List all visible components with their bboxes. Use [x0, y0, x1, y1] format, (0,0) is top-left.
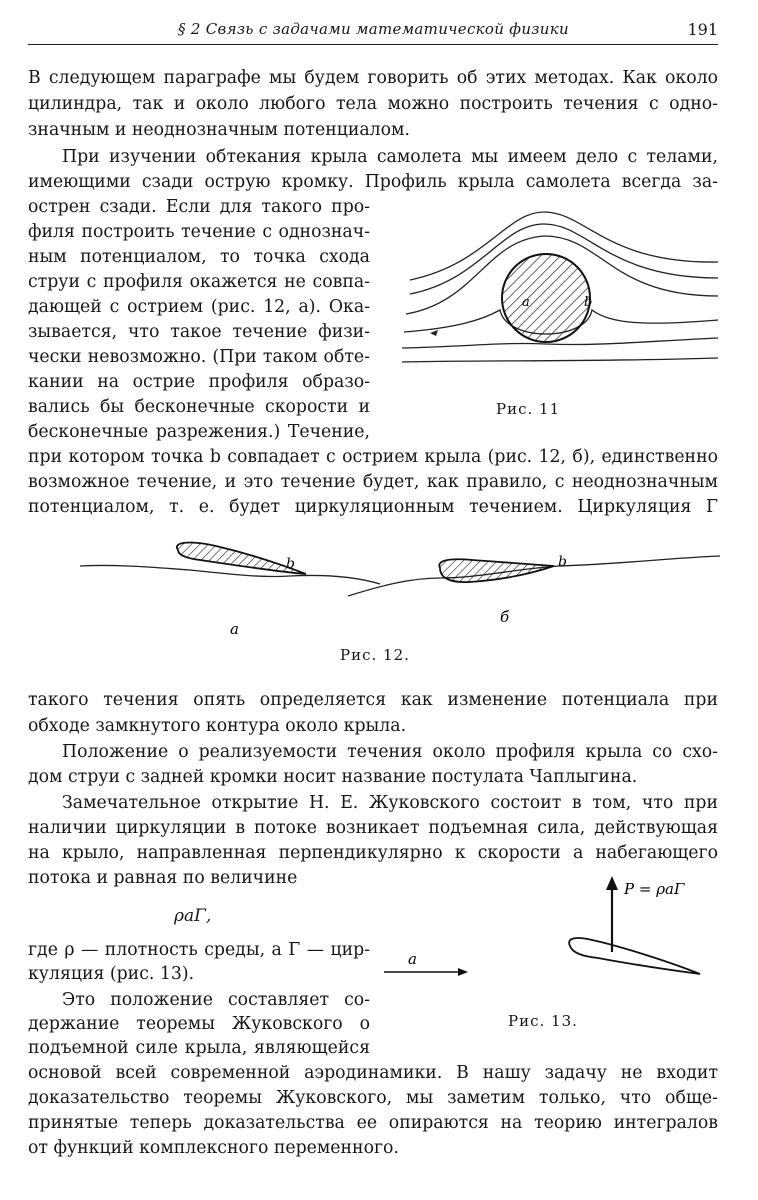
text-line: кании на острие профиля образо-: [28, 372, 370, 392]
text-line: бесконечные разрежения.) Течение,: [28, 422, 370, 442]
text-line: потенциалом, т. е. будет циркуляционным течением. Циркуляция Γ: [28, 497, 718, 517]
formula-lift-force: ρaΓ,: [174, 906, 212, 926]
page-number: 191: [687, 20, 718, 39]
figure-11-cylinder-flow: [396, 202, 720, 382]
text-line: при котором точка b совпадает с острием крыла (рис. 12, б), единственно: [28, 447, 718, 467]
text-line: возможное течение, и это течение будет, как правило, с неоднозначным: [28, 472, 718, 492]
fig12-label-b: б: [500, 608, 510, 626]
text-line: острен сзади. Если для такого про-: [28, 197, 370, 217]
text-line: зывается, что такое течение физи-: [28, 322, 370, 342]
figure-13-caption: Рис. 13.: [508, 1012, 578, 1030]
text-line: ным потенциалом, то точка схода: [28, 247, 370, 267]
text-line: цилиндра, так и около любого тела можно построить течения с одно-: [28, 94, 718, 114]
text-line: вались бы бесконечные скорости и: [28, 397, 370, 417]
text-line: чески невозможно. (При таком обте-: [28, 347, 370, 367]
text-line: филя построить течение с однознач-: [28, 222, 370, 242]
text-line: принятые теперь доказательства ее опираются на теорию интегралов: [28, 1113, 718, 1133]
text-line: значным и неоднозначным потенциалом.: [28, 120, 410, 140]
text-line: на крыло, направленная перпендикулярно к скорости a набегающего: [28, 843, 718, 863]
lift-arrow-icon: [606, 876, 618, 890]
text-line: доказательство теоремы Жуковского, мы заметим только, что обще-: [28, 1088, 718, 1108]
text-line: куляция (рис. 13).: [28, 964, 195, 984]
text-line: такого течения опять определяется как изменение потенциала при: [28, 690, 718, 710]
text-line: При изучении обтекания крыла самолета мы имеем дело с телами,: [62, 147, 718, 167]
text-line: В следующем параграфе мы будем говорить об этих методах. Как около: [28, 68, 718, 88]
text-line: потока и равная по величине: [28, 868, 298, 888]
header-title: § 2 Связь с задачами математической физики: [178, 20, 569, 38]
text-line: наличии циркуляции в потоке возникает подъемная сила, действующая: [28, 818, 718, 838]
fig12-point-b-left: b: [286, 556, 295, 572]
text-line: где ρ — плотность среды, а Γ — цир-: [28, 940, 370, 960]
text-line: дом струи с задней кромки носит название постулата Чаплыгина.: [28, 767, 638, 787]
figure-12-airfoil-flows: [80, 528, 720, 638]
running-header: [28, 18, 718, 45]
text-line: основой всей современной аэродинамики. В нашу задачу не входит: [28, 1063, 718, 1083]
fig12-point-b-right: b: [558, 554, 567, 570]
text-line: дающей с острием (рис. 12, a). Ока-: [28, 297, 370, 317]
velocity-arrow-icon: [458, 968, 468, 976]
figure-11-caption: Рис. 11: [496, 400, 561, 418]
fig11-label-b: b: [584, 295, 593, 310]
text-line: от функций комплексного переменного.: [28, 1138, 399, 1158]
text-line: обходе замкнутого контура около крыла.: [28, 716, 407, 736]
text-line: Замечательное открытие Н. Е. Жуковского состоит в том, что при: [62, 793, 718, 813]
text-line: Это положение составляет со-: [62, 990, 370, 1010]
text-line: имеющими сзади острую кромку. Профиль крыла самолета всегда за-: [28, 172, 718, 192]
fig11-label-a: a: [522, 295, 530, 310]
text-line: Положение о реализуемости течения около профиля крыла со схо-: [62, 742, 718, 762]
fig12-label-a: a: [230, 620, 239, 638]
text-line: подъемной силе крыла, являющейся: [28, 1038, 370, 1058]
fig13-force-label: P = ρaΓ: [624, 880, 685, 898]
fig13-velocity-label: a: [408, 950, 417, 968]
figure-12-caption: Рис. 12.: [340, 646, 410, 664]
figure-13-lift-force: [380, 872, 720, 996]
text-line: струи с профиля окажется не совпа-: [28, 272, 370, 292]
flow-arrow-icon: [430, 330, 438, 336]
text-line: держание теоремы Жуковского о: [28, 1014, 370, 1034]
